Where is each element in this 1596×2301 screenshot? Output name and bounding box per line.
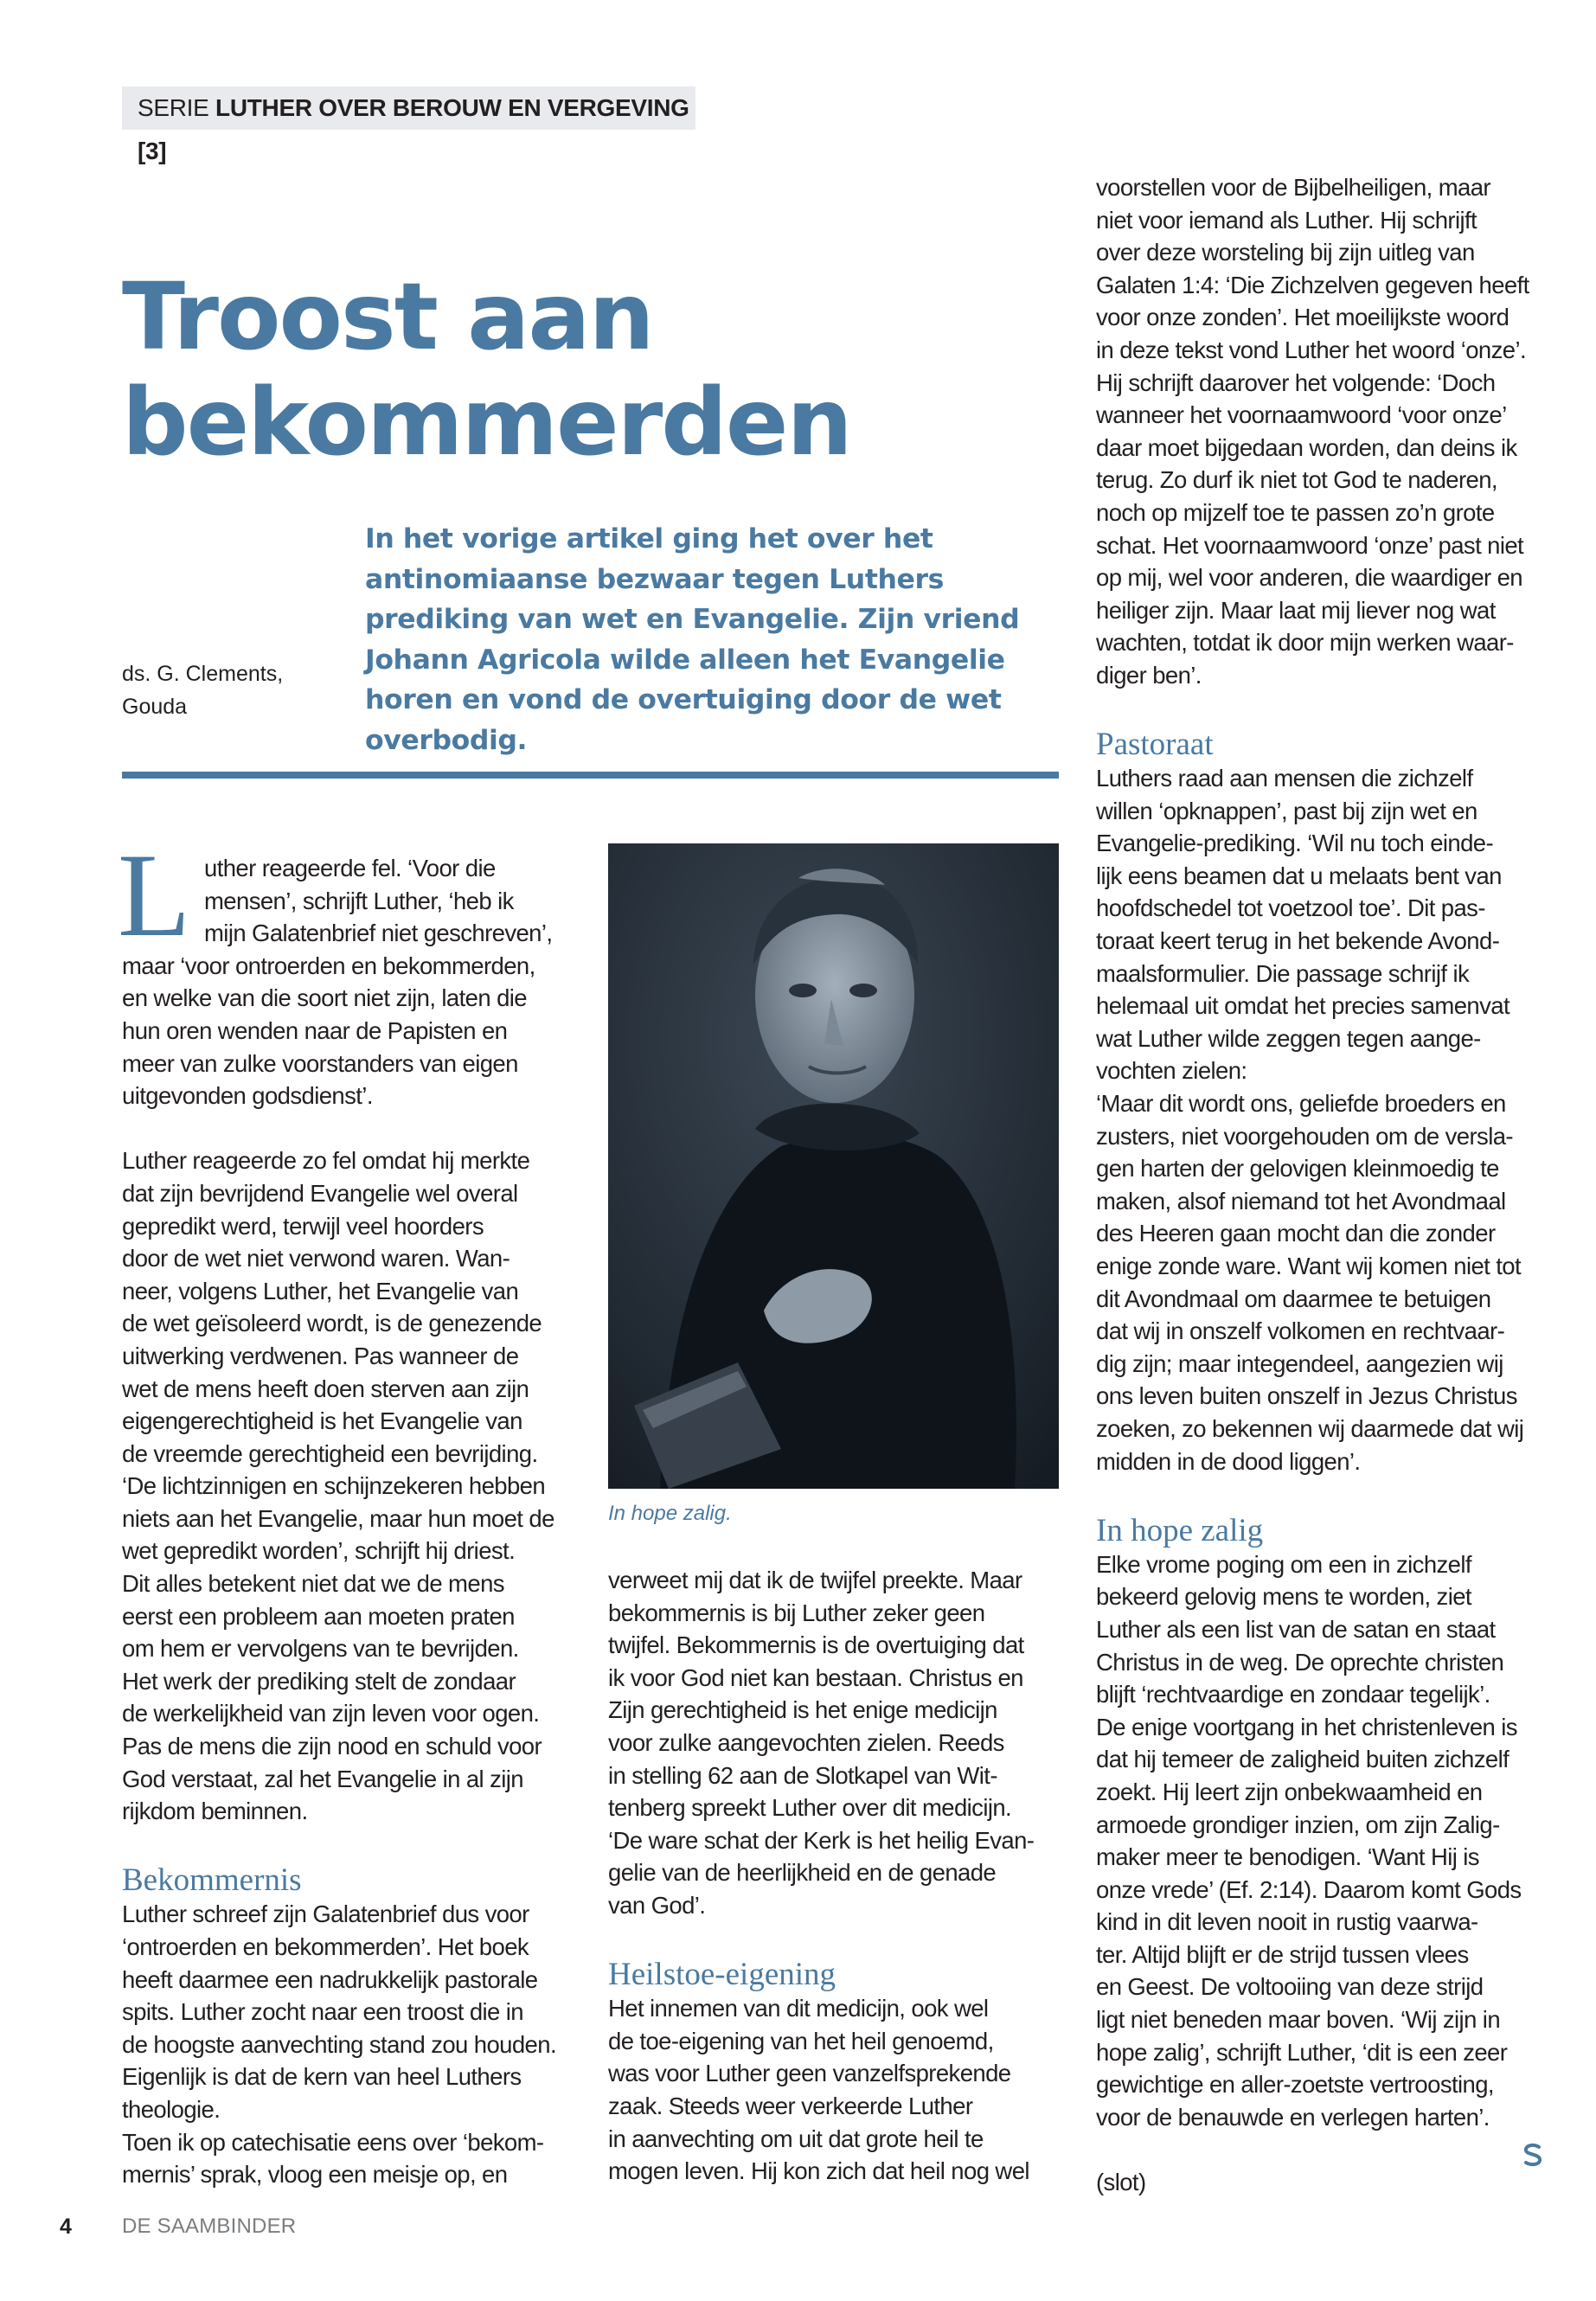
text-line: niet voor iemand als Luther. Hij schrijft bbox=[1096, 206, 1477, 234]
column-gap bbox=[1096, 1477, 1550, 1510]
text-line: mogen leven. Hij kon zich dat heil nog wel bbox=[608, 2157, 1029, 2185]
text-line: Dit alles betekent niet dat we de mens bbox=[122, 1570, 504, 1598]
text-line: maar ‘voor ontroerden en bekommerden, bbox=[122, 952, 535, 979]
column-2 bbox=[608, 1564, 1062, 2188]
text-line: en welke van die soort niet zijn, laten die bbox=[122, 984, 527, 1012]
text-line: ‘Maar dit wordt ons, geliefde broeders en bbox=[1096, 1090, 1506, 1118]
text-line: gepredikt werd, terwijl veel hoorders bbox=[122, 1212, 484, 1240]
section-divider bbox=[122, 772, 1059, 779]
text-line: ‘De ware schat der Kerk is het heilig Evan- bbox=[608, 1826, 1035, 1854]
title-line-1: Troost aan bbox=[122, 264, 653, 371]
text-line: blijft ‘rechtvaardige en zondaar tegelijk’. bbox=[1096, 1681, 1490, 1708]
col1b-text bbox=[122, 1898, 576, 2190]
text-line: Het werk der prediking stelt de zondaar bbox=[122, 1667, 516, 1695]
text-line: tenberg spreekt Luther over dit medicijn. bbox=[608, 1794, 1012, 1822]
text-line: Christus in de weg. De oprechte christen bbox=[1096, 1648, 1504, 1676]
drop-cap: L bbox=[118, 829, 191, 961]
article-title bbox=[122, 265, 901, 476]
heading-pastoraat: Pastoraat bbox=[1096, 727, 1214, 763]
text-line: maalsformulier. Die passage schrijf ik bbox=[1096, 959, 1470, 987]
text-line: heeft daarmee een nadrukkelijk pastorale bbox=[122, 1965, 538, 1993]
text-line: eerst een probleem aan moeten praten bbox=[122, 1602, 515, 1630]
text-line: verweet mij dat ik de twijfel preekte. Maar bbox=[608, 1567, 1022, 1593]
column-3 bbox=[1096, 171, 1550, 2199]
text-line: hoofdschedel tot voetzool toe’. Dit pas- bbox=[1096, 894, 1485, 922]
text-line: terug. Zo durf ik niet tot God te naderen, bbox=[1096, 466, 1497, 494]
text-line: onze vrede’ (Ef. 2:14). Daarom komt Gods bbox=[1096, 1875, 1522, 1903]
text-line: maker meer te benodigen. ‘Want Hij is bbox=[1096, 1843, 1479, 1871]
text-line: de vreemde gerechtigheid een bevrijding. bbox=[122, 1439, 538, 1467]
text-line: twijfel. Bekommernis is de overtuiging dat bbox=[608, 1631, 1024, 1659]
text-line: rijkdom beminnen. bbox=[122, 1798, 308, 1825]
series-prefix: SERIE bbox=[138, 94, 209, 121]
text-line: ons leven buiten onszelf in Jezus Christus bbox=[1096, 1382, 1517, 1410]
text-line: dit Avondmaal om daarmee te betuigen bbox=[1096, 1285, 1491, 1312]
text-line: en Geest. De voltooiing van deze strijd bbox=[1096, 1973, 1484, 2001]
text-line: uitgevonden godsdienst’. bbox=[122, 1082, 373, 1110]
col3c-text bbox=[1096, 1548, 1550, 2134]
text-line: voor onze zonden’. Het moeilijkste woord bbox=[1096, 304, 1509, 331]
text-line: meer van zulke voorstanders van eigen bbox=[122, 1049, 518, 1077]
text-line: hun oren wenden naar de Papisten en bbox=[122, 1016, 508, 1044]
text-line: uther reageerde fel. ‘Voor die bbox=[204, 855, 496, 881]
text-line: Luther als een list van de satan en staat bbox=[1096, 1615, 1496, 1643]
text-line: Eigenlijk is dat de kern van heel Luthers bbox=[122, 2063, 522, 2091]
portrait-illustration bbox=[608, 843, 1059, 1489]
text-line: de hoogste aanvechting stand zou houden. bbox=[122, 2030, 556, 2058]
text-line: dat wij in onszelf volkomen en rechtvaar- bbox=[1096, 1317, 1505, 1345]
text-line: hope zalig’, schrijft Luther, ‘dit is een zeer bbox=[1096, 2038, 1508, 2066]
text-line: helemaal uit omdat het precies samenvat bbox=[1096, 992, 1509, 1020]
text-line: ik voor God niet kan bestaan. Christus en bbox=[608, 1663, 1023, 1691]
text-line: de toe-eigening van het heil genoemd, bbox=[608, 2027, 994, 2054]
text-line: noch op mijzelf toe te passen zo’n grote bbox=[1096, 498, 1495, 526]
heading-bekommernis: Bekommernis bbox=[122, 1862, 302, 1899]
text-line: gewichtige en aller-zoetste vertroosting, bbox=[1096, 2071, 1494, 2099]
text-line: op mij, wel voor anderen, die waardiger en bbox=[1096, 564, 1523, 592]
col2b-text bbox=[608, 1992, 1062, 2188]
text-line: in deze tekst vond Luther het woord ‘onze’. bbox=[1096, 336, 1527, 363]
text-line: de wet geïsoleerd wordt, is de genezende bbox=[122, 1310, 542, 1337]
text-line: Luther schreef zijn Galatenbrief dus voor bbox=[122, 1900, 529, 1928]
text-line: eigengerechtigheid is het Evangelie van bbox=[122, 1407, 522, 1435]
text-line: midden in de dood liggen’. bbox=[1096, 1447, 1361, 1475]
text-line: Galaten 1:4: ‘Die Zichzelven gegeven heeft bbox=[1096, 271, 1529, 298]
text-line: heiliger zijn. Maar laat mij liever nog wat bbox=[1096, 596, 1496, 624]
text-line: spits. Luther zocht naar een troost die in bbox=[122, 1998, 523, 2026]
heading-heilstoe-eigening: Heilstoe-eigening bbox=[608, 1957, 836, 1993]
text-line: kind in dit leven nooit in rustig vaarwa- bbox=[1096, 1908, 1478, 1936]
text-line: Evangelie-prediking. ‘Wil nu toch einde- bbox=[1096, 830, 1494, 857]
text-line: ter. Altijd blijft er de strijd tussen vlees bbox=[1096, 1940, 1469, 1968]
text-line: zaak. Steeds weer verkeerde Luther bbox=[608, 2092, 973, 2119]
text-line: zusters, niet voorgehouden om de versla- bbox=[1096, 1122, 1513, 1150]
series-banner bbox=[122, 87, 695, 164]
text-line: door de wet niet verwond waren. Wan- bbox=[122, 1245, 510, 1272]
text-line: mensen’, schrijft Luther, ‘heb ik bbox=[204, 887, 514, 914]
text-line: neer, volgens Luther, het Evangelie van bbox=[122, 1277, 519, 1304]
end-mark-icon bbox=[1520, 2142, 1546, 2168]
lead-paragraph: In het vorige artikel ging het over het antinomiaanse bezwaar tegen Luthers prediking van wet en Evangelie. Zijn vriend Johann Agricola wilde alleen het Evangelie horen en vond de overtuiging door de wet overbodig. bbox=[365, 523, 1020, 756]
text-line: toraat keert terug in het bekende Avond- bbox=[1096, 927, 1500, 955]
column-gap bbox=[608, 1922, 1062, 1955]
col2-text bbox=[608, 1564, 1062, 1922]
closing-note: (slot) bbox=[1096, 2169, 1146, 2196]
text-line: daar moet bijgedaan worden, dan deins ik bbox=[1096, 433, 1517, 461]
text-line: dig zijn; maar integendeel, aangezien wij bbox=[1096, 1349, 1503, 1377]
text-line: God verstaat, zal het Evangelie in al zijn bbox=[122, 1765, 523, 1792]
page-number: 4 bbox=[60, 2214, 72, 2239]
text-line: ligt niet beneden maar boven. ‘Wij zijn in bbox=[1096, 2006, 1501, 2034]
text-line: wet de mens heeft doen sterven aan zijn bbox=[122, 1375, 529, 1402]
text-line: gen harten der gelovigen kleinmoedig te bbox=[1096, 1155, 1499, 1183]
text-line: de werkelijkheid van zijn leven voor ogen. bbox=[122, 1700, 540, 1727]
text-line: dat zijn bevrijdend Evangelie wel overal bbox=[122, 1179, 518, 1207]
text-line: voor de benauwde en verlegen harten’. bbox=[1096, 2103, 1490, 2131]
text-line: van God’. bbox=[608, 1891, 706, 1919]
magazine-name: DE SAAMBINDER bbox=[122, 2214, 297, 2238]
heading-in-hope-zalig: In hope zalig bbox=[1096, 1512, 1264, 1548]
text-line: Het innemen van dit medicijn, ook wel bbox=[608, 1995, 989, 2022]
text-line: De enige voortgang in het christenleven is bbox=[1096, 1713, 1517, 1740]
text-line: om hem er vervolgens van te bevrijden. bbox=[122, 1635, 519, 1663]
text-line: vochten zielen: bbox=[1096, 1057, 1247, 1085]
text-line: mernis’ sprak, vloog een meisje op, en bbox=[122, 2161, 508, 2189]
text-line: was voor Luther geen vanzelfsprekende bbox=[608, 2060, 1011, 2087]
text-line: wanneer het voornaamwoord ‘voor onze’ bbox=[1096, 401, 1507, 429]
text-line: wachten, totdat ik door mijn werken waar- bbox=[1096, 629, 1514, 657]
text-line: ‘De lichtzinnigen en schijnzekeren hebben bbox=[122, 1472, 546, 1500]
text-line: bekeerd gelovig mens te worden, ziet bbox=[1096, 1583, 1471, 1611]
text-line: schat. Het voornaamwoord ‘onze’ past niet bbox=[1096, 531, 1524, 559]
text-line: voorstellen voor de Bijbelheiligen, maar bbox=[1096, 174, 1490, 201]
text-line: ‘ontroerden en bekommerden’. Het boek bbox=[122, 1933, 529, 1960]
text-line: zoeken, zo bekennen wij daarmede dat wij bbox=[1096, 1414, 1524, 1442]
luther-portrait bbox=[608, 843, 1059, 1489]
text-line: uitwerking verdwenen. Pas wanneer de bbox=[122, 1342, 519, 1369]
text-line: mijn Galatenbrief niet geschreven’, bbox=[204, 920, 553, 947]
text-line: gelie van de heerlijkheid en de genade bbox=[608, 1859, 997, 1887]
text-line: dat hij temeer de zaligheid buiten zichzelf bbox=[1096, 1746, 1509, 1773]
text-line: zoekt. Hij leert zijn onbekwaamheid en bbox=[1096, 1778, 1483, 1805]
author-byline bbox=[122, 657, 338, 723]
text-line: Hij schrijft daarover het volgende: ‘Doch bbox=[1096, 369, 1496, 396]
text-line: Luther reageerde zo fel omdat hij merkte bbox=[122, 1147, 530, 1175]
column-1 bbox=[122, 852, 576, 2191]
text-line: Zijn gerechtigheid is het enige medicijn bbox=[608, 1696, 997, 1724]
text-line: Luthers raad aan mensen die zichzelf bbox=[1096, 765, 1473, 792]
text-line: maken, alsof niemand tot het Avondmaal bbox=[1096, 1187, 1506, 1215]
col3-text bbox=[1096, 171, 1550, 692]
text-line: bekommernis is bij Luther zeker geen bbox=[608, 1599, 985, 1626]
text-line: in aanvechting om uit dat grote heil te bbox=[608, 2125, 984, 2152]
text-line: des Heeren gaan mocht dan die zonder bbox=[1096, 1220, 1496, 1247]
title-line-2: bekommerden bbox=[122, 369, 851, 477]
photo-caption: In hope zalig. bbox=[608, 1502, 732, 1525]
author-name: ds. G. Clements, bbox=[122, 662, 284, 686]
text-line: niets aan het Evangelie, maar hun moet de bbox=[122, 1504, 554, 1532]
column-gap bbox=[1096, 2133, 1550, 2166]
text-line: willen ‘opknappen’, past bij zijn wet en bbox=[1096, 797, 1477, 824]
text-line: wat Luther wilde zeggen tegen aange- bbox=[1096, 1024, 1481, 1052]
text-line: Pas de mens die zijn nood en schuld voor bbox=[122, 1733, 542, 1760]
text-line: wet gepredikt worden’, schrijft hij driest. bbox=[122, 1537, 516, 1565]
text-line: armoede grondiger inzien, om zijn Zalig- bbox=[1096, 1811, 1500, 1838]
text-line: voor zulke aangevochten zielen. Reeds bbox=[608, 1728, 1004, 1756]
column-gap bbox=[122, 1828, 576, 1861]
text-line: Elke vrome poging om een in zichzelf bbox=[1096, 1550, 1471, 1578]
text-line: enige zonde ware. Want wij komen niet tot bbox=[1096, 1253, 1522, 1279]
text-line: lijk eens beamen dat u melaats bent van bbox=[1096, 862, 1502, 889]
text-line: over deze worsteling bij zijn uitleg van bbox=[1096, 239, 1475, 266]
column-gap bbox=[1096, 692, 1550, 725]
series-title: LUTHER OVER BEROUW EN VERGEVING [3] bbox=[138, 94, 689, 164]
text-line: in stelling 62 aan de Slotkapel van Wit- bbox=[608, 1761, 997, 1789]
col3b-text bbox=[1096, 762, 1550, 1477]
text-line: diger ben’. bbox=[1096, 661, 1202, 689]
text-line: theologie. bbox=[122, 2095, 221, 2123]
col1-text bbox=[122, 852, 576, 1828]
paragraph-gap bbox=[122, 1112, 576, 1145]
author-location: Gouda bbox=[122, 695, 188, 719]
text-line: Toen ik op catechisatie eens over ‘bekom- bbox=[122, 2128, 544, 2156]
